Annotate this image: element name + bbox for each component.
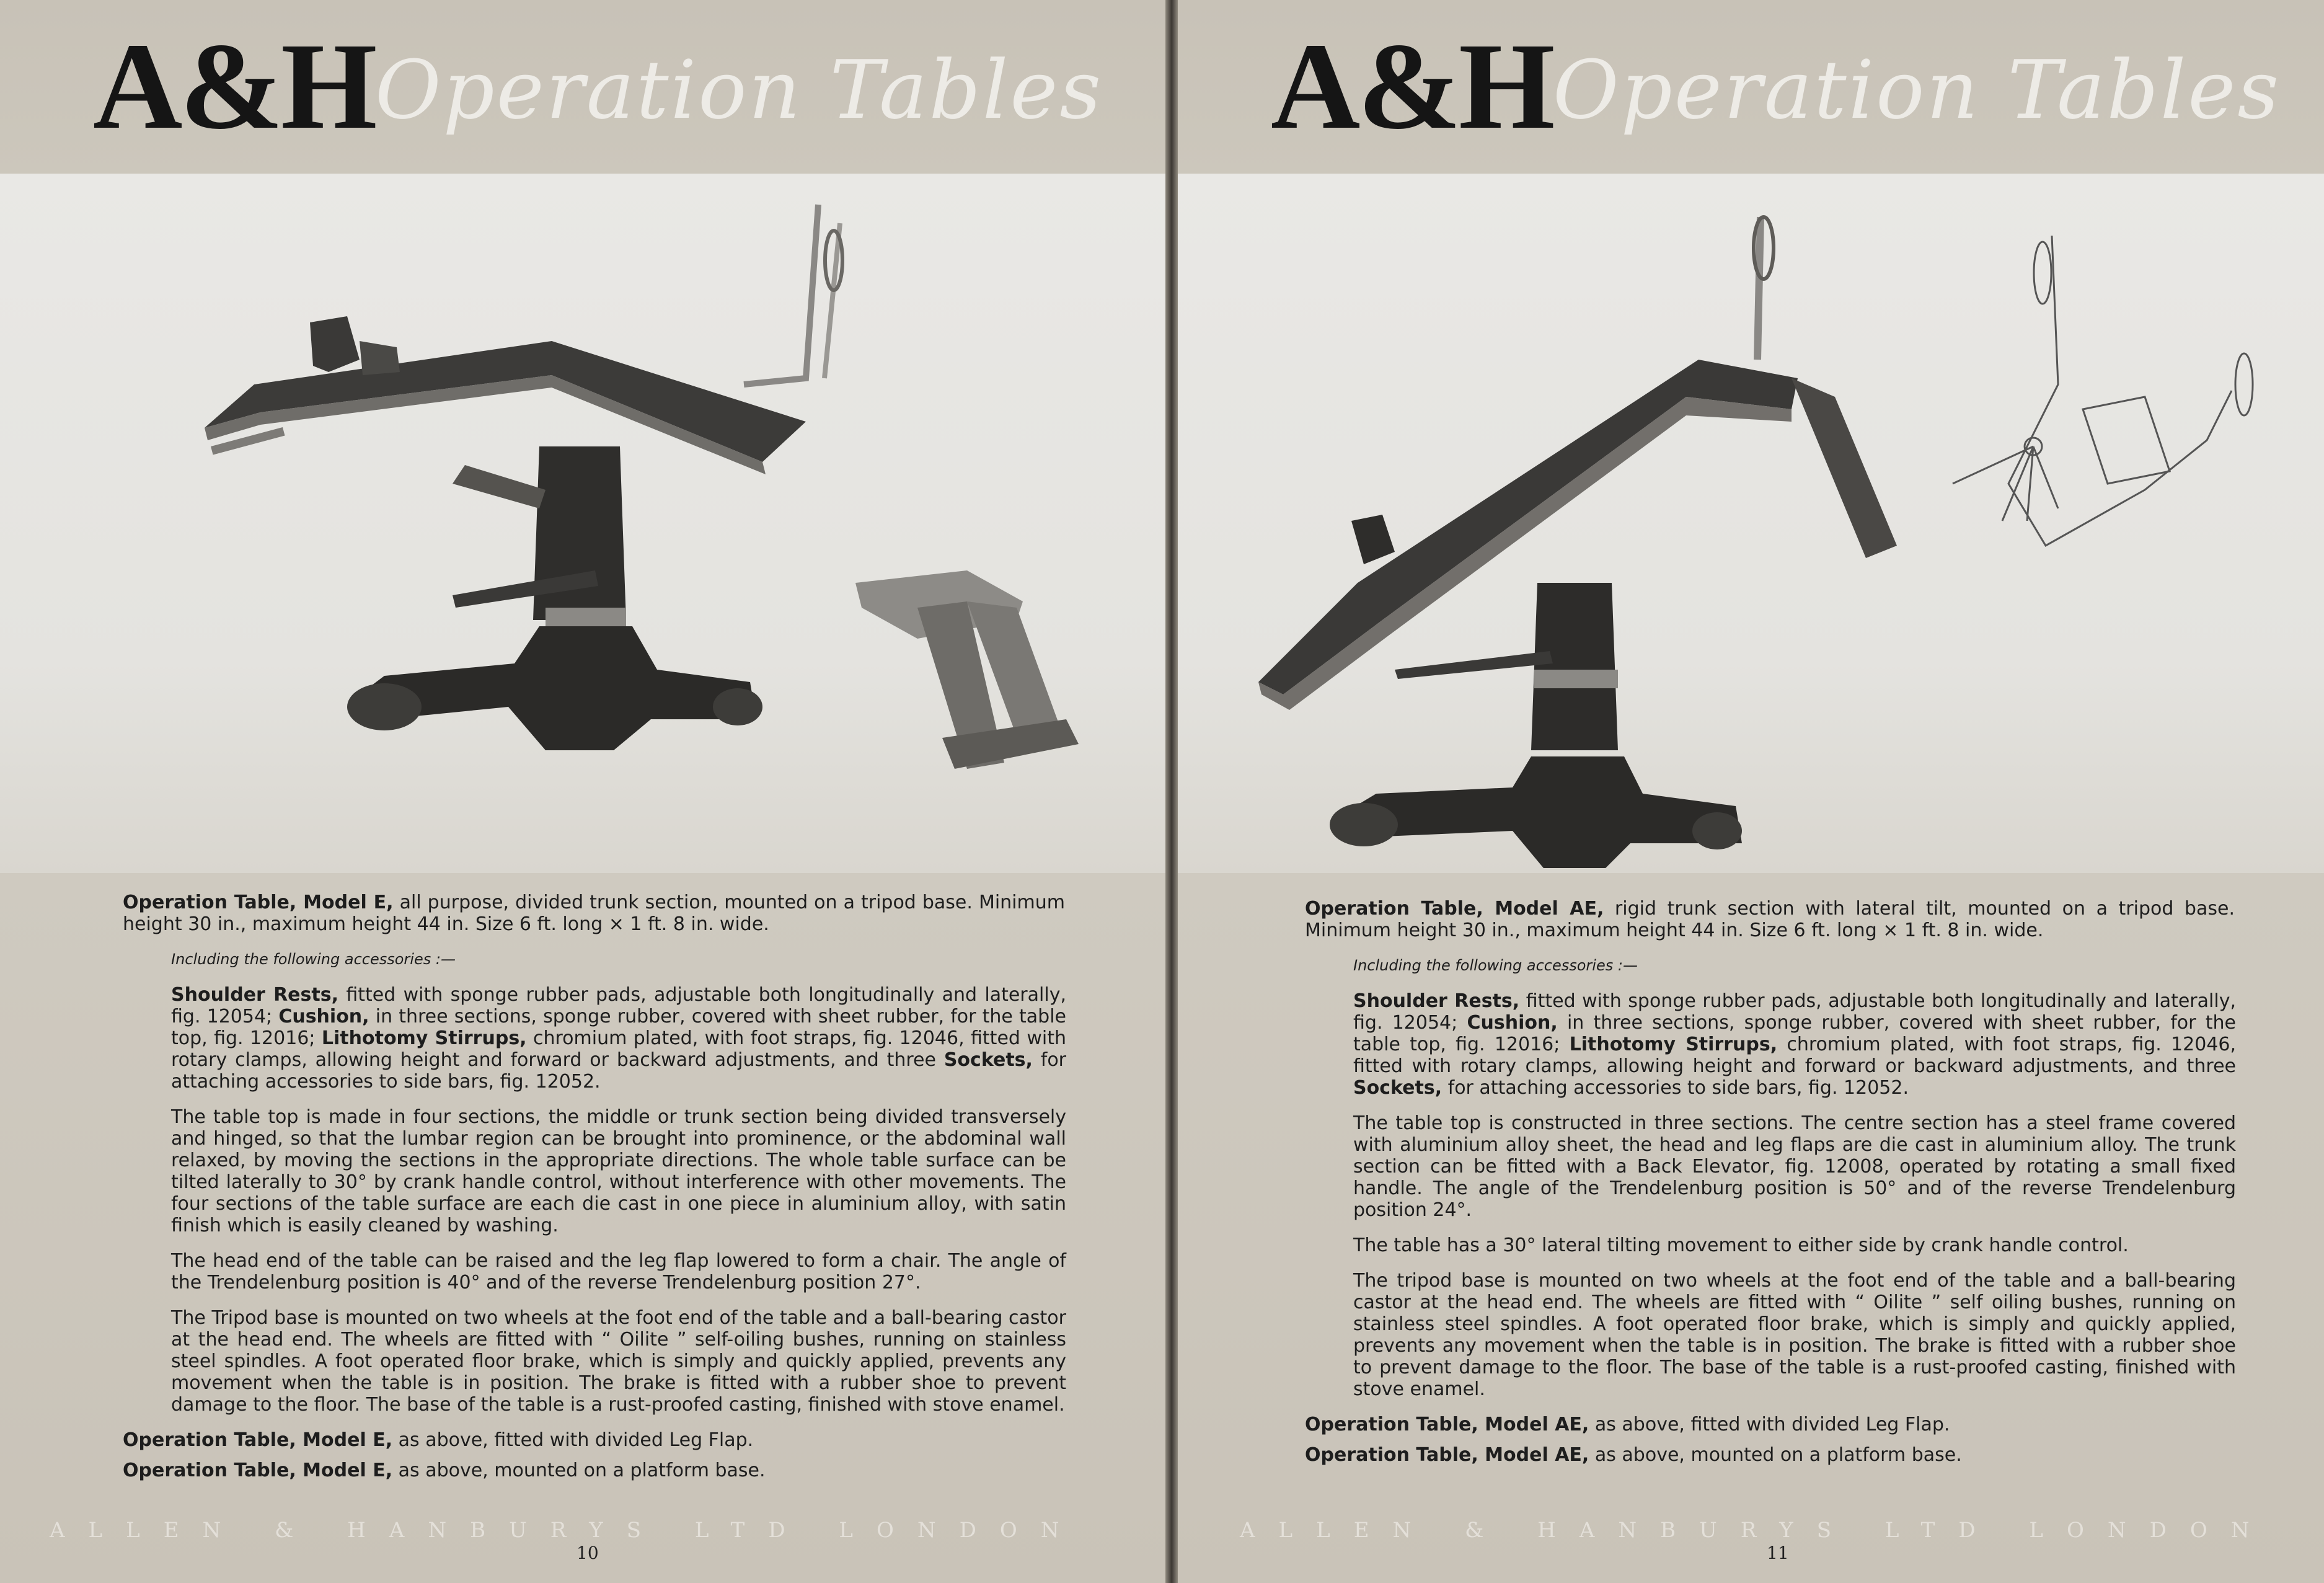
left-acc-stirrups-text: chromium plated, with foot straps, fig. 12046, fitted with rotary clamps, allowing height and forward or backward adjustments, and three <box>171 1027 1066 1071</box>
left-variant-1-text: as above, fitted with divided Leg Flap. <box>398 1429 754 1451</box>
left-brand-logo: A&H <box>93 18 375 155</box>
left-indented-block <box>171 949 1066 1416</box>
left-variant-2-title: Operation Table, Model E, <box>123 1460 393 1481</box>
right-footer-imprint: ALLEN & HANBURYS LTD LONDON <box>1240 1518 2273 1543</box>
right-acc-sockets-title: Sockets, <box>1353 1077 1443 1099</box>
right-variant-1-title: Operation Table, Model AE, <box>1305 1414 1589 1435</box>
right-acc-shoulder-rests-title: Shoulder Rests, <box>1353 990 1520 1012</box>
left-page-number: 10 <box>577 1543 599 1563</box>
right-page-number: 11 <box>1767 1543 1789 1563</box>
right-brand-logo: A&H <box>1271 18 1553 155</box>
right-variant-1-text: as above, fitted with divided Leg Flap. <box>1594 1414 1950 1435</box>
left-photo-area <box>0 174 1165 873</box>
right-acc-sockets-text: for attaching accessories to side bars, fig. 12052. <box>1447 1077 1909 1099</box>
left-footer-imprint: ALLEN & HANBURYS LTD LONDON <box>50 1518 1083 1543</box>
book-spine <box>1165 0 1178 1583</box>
left-acc-sockets-title: Sockets, <box>943 1049 1033 1071</box>
left-accessories-heading: Including the following accessories :— <box>171 951 456 968</box>
right-variant-2-text: as above, mounted on a platform base. <box>1594 1444 1962 1466</box>
right-accessories <box>1353 990 2236 1099</box>
left-acc-cushion-title: Cushion, <box>278 1006 369 1027</box>
right-paragraph-2: The table has a 30° lateral tilting movement to either side by crank handle control. <box>1353 1235 2129 1256</box>
left-variant-2 <box>123 1460 1065 1481</box>
left-acc-cushion-text: in three sections, sponge rubber, covered with sheet rubber, for the table top, fig. 12016; <box>171 1006 1066 1049</box>
left-variant-2-text: as above, mounted on a platform base. <box>398 1460 766 1481</box>
left-brand-subtitle: Operation Tables <box>375 43 1103 137</box>
left-acc-sockets-text: for attaching accessories to side bars, fig. 12052. <box>171 1049 1067 1093</box>
left-variant-1-title: Operation Table, Model E, <box>123 1429 393 1451</box>
operation-table-model-e-illustration <box>0 174 1165 873</box>
left-intro-text: all purpose, divided trunk section, mounted on a tripod base. Minimum height 30 in., maximum height 44 in. Size 6 ft. long × 1 ft. 8 in. wide. <box>123 892 1065 935</box>
left-acc-shoulder-rests-text: fitted with sponge rubber pads, adjustable both longitudinally and laterally, fig. 12054; <box>171 984 1066 1027</box>
right-acc-cushion-text: in three sections, sponge rubber, covered with sheet rubber, for the table top, fig. 12016; <box>1353 1012 2236 1055</box>
right-variant-1 <box>1305 1414 2235 1435</box>
operation-table-model-ae-illustration <box>1178 174 2324 873</box>
right-acc-stirrups-title: Lithotomy Stirrups, <box>1569 1034 1778 1055</box>
right-acc-cushion-title: Cushion, <box>1467 1012 1558 1034</box>
right-indented-block <box>1353 955 2236 1400</box>
left-paragraph-2: The head end of the table can be raised and the leg flap lowered to form a chair. The angle of the Trendelenburg position is 40° and of the reverse Trendelenburg position 27°. <box>171 1250 1066 1293</box>
left-acc-stirrups-title: Lithotomy Stirrups, <box>321 1027 527 1049</box>
right-variant-2 <box>1305 1444 2235 1466</box>
left-accessories <box>171 984 1066 1093</box>
left-intro <box>123 892 1065 935</box>
left-paragraph-1: The table top is made in four sections, the middle or trunk section being divided transversely and hinged, so that the lumbar region can be brought into prominence, or the abdominal wall relaxed, by moving the sections in the appropriate directions. The whole table surface can be tilted laterally to 30° by crank handle control, without interference with other movements. The four sections of the table surface are each die cast in one piece in aluminium alloy, with satin finish which is easily cleaned by washing. <box>171 1106 1066 1236</box>
right-paragraph-3: The tripod base is mounted on two wheels at the foot end of the table and a ball-bearing castor at the head end. The wheels are fitted with “ Oilite ” self oiling bushes, running on stainless steel spindles. A foot operated floor brake, which is simply and quickly applied, prevents any movement when the table is in position. The brake is fitted with a rubber shoe to prevent damage to the floor. The base of the table is a rust-proofed casting, finished with stove enamel. <box>1353 1270 2236 1400</box>
left-variant-1 <box>123 1429 1065 1451</box>
right-acc-stirrups-text: chromium plated, with foot straps, fig. 12046, fitted with rotary clamps, allowing height and forward or backward adjustments, and three <box>1353 1034 2237 1077</box>
right-intro <box>1305 898 2235 941</box>
right-variant-2-title: Operation Table, Model AE, <box>1305 1444 1589 1466</box>
right-description <box>1305 898 2235 1479</box>
right-paragraph-1: The table top is constructed in three sections. The centre section has a steel frame covered with aluminium alloy sheet, the head and leg flaps are die cast in aluminium alloy. The trunk section can be fitted with a Back Elevator, fig. 12008, operated by rotating a small fixed handle. The angle of the Trendelenburg position is 50° and of the reverse Trendelenburg position 24°. <box>1353 1112 2236 1221</box>
right-intro-text: rigid trunk section with lateral tilt, mounted on a tripod base. Minimum height 30 in., maximum height 44 in. Size 6 ft. long × 1 ft. 8 in. wide. <box>1305 898 2235 941</box>
left-intro-title: Operation Table, Model E, <box>123 892 394 913</box>
right-brand-subtitle: Operation Tables <box>1553 43 2281 137</box>
right-intro-title: Operation Table, Model AE, <box>1305 898 1604 920</box>
left-acc-shoulder-rests-title: Shoulder Rests, <box>171 984 338 1006</box>
right-acc-shoulder-rests-text: fitted with sponge rubber pads, adjustable both longitudinally and laterally, fig. 12054; <box>1353 990 2236 1034</box>
right-page <box>1178 0 2324 1583</box>
right-photo-area <box>1178 174 2324 873</box>
left-paragraph-3: The Tripod base is mounted on two wheels at the foot end of the table and a ball-bearing castor at the head end. The wheels are fitted with “ Oilite ” self-oiling bushes, running on stainless steel spindles. A foot operated floor brake, which is simply and quickly applied, prevents any movement when the table is in position. The brake is fitted with a rubber shoe to prevent damage to the floor. The base of the table is a rust-proofed casting, finished with stove enamel. <box>171 1307 1066 1416</box>
left-description <box>123 892 1065 1495</box>
right-accessories-heading: Including the following accessories :— <box>1353 957 1638 974</box>
